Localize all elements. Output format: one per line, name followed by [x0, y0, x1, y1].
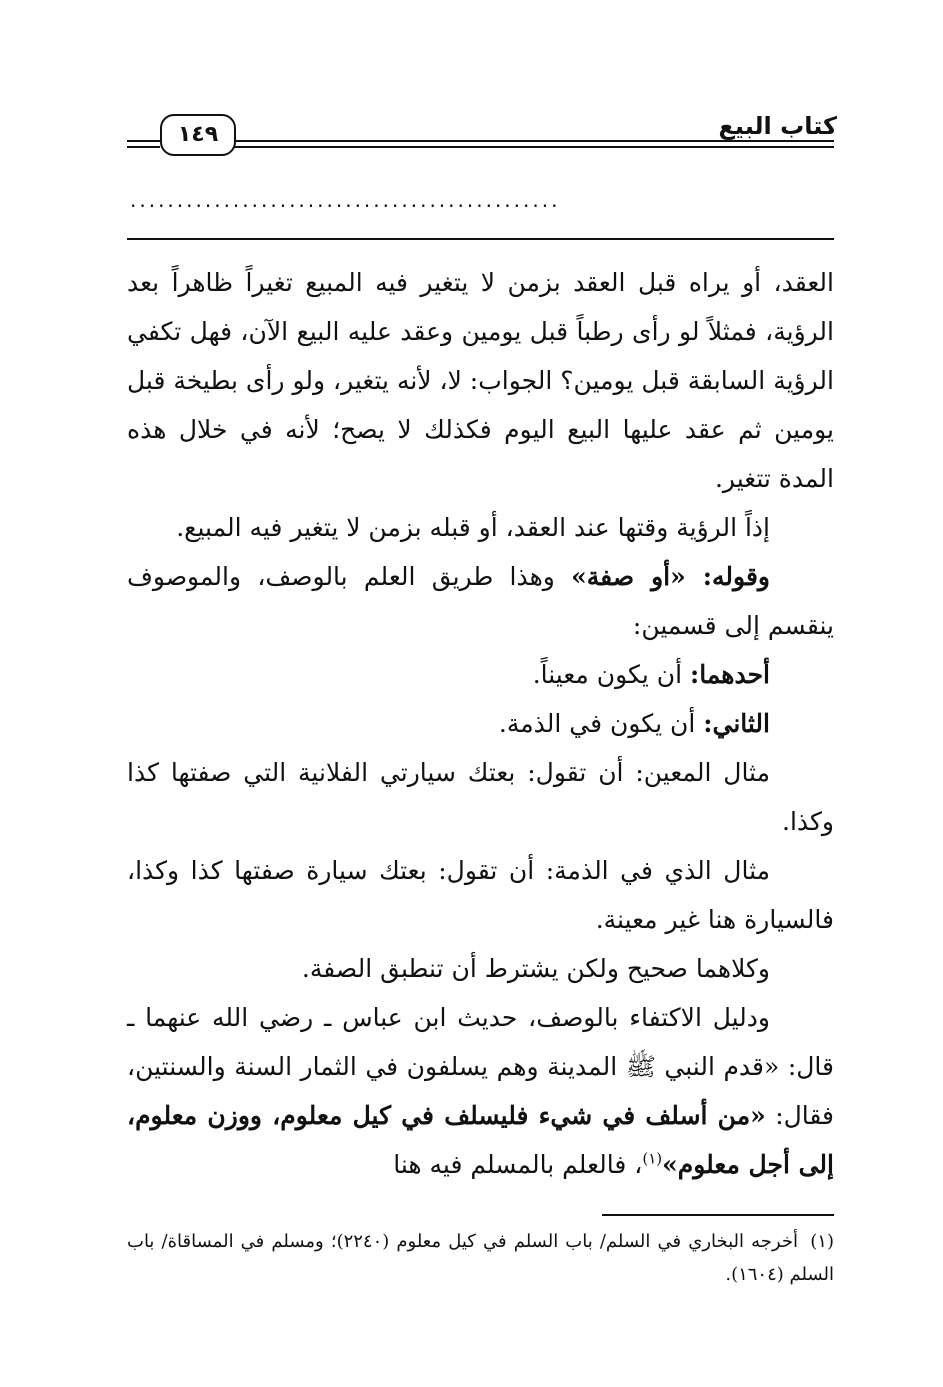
- paragraph-text: أن يكون معيناً.: [532, 660, 690, 689]
- footnote-reference[interactable]: (١): [642, 1149, 663, 1168]
- paragraph: [127, 993, 834, 1189]
- header-rule-right-top: [232, 140, 834, 142]
- paragraph: العقد، أو يراه قبل العقد بزمن لا يتغير فيه المبيع تغيراً ظاهراً بعد الرؤية، فمثلاً لو رأى رطباً قبل يومين وعقد عليه البيع الآن، فهل تكفي الرؤية السابقة قبل يومين؟ الجواب: لا، لأنه يتغير، ولو رأى بطيخة قبل يومين ثم عقد عليها البيع اليوم فكذلك لا يصح؛ لأنه في خلال هذه المدة تتغير.: [127, 268, 834, 493]
- running-header-title: كتاب البيع: [718, 112, 837, 140]
- list-label: الثاني:: [703, 709, 770, 738]
- paragraph-text: وهذا طريق العلم بالوصف، والموصوف ينقسم إلى قسمين:: [127, 562, 834, 640]
- paragraph-text: أن يكون في الذمة.: [498, 709, 704, 738]
- paragraph: [127, 699, 834, 748]
- paragraph-text: ، فالعلم بالمسلم فيه هنا: [393, 1150, 643, 1179]
- footnote-number: (١): [810, 1231, 834, 1252]
- body-text: [127, 258, 834, 1189]
- footnote-text: أخرجه البخاري في السلم/ باب السلم في كيل معلوم (٢٢٤٠)؛ ومسلم في المساقاة/ باب السلم (١٦٠٤).: [127, 1231, 834, 1285]
- paragraph-text: ودليل الاكتفاء بالوصف، حديث ابن عباس ـ رضي الله عنهما ـ قال: «قدم النبي ﷺ المدينة وهم يسلفون في الثمار السنة والسنتين، فقال:: [127, 1003, 834, 1130]
- header-rule-left-top: [127, 140, 160, 142]
- dotted-separator: ..............................................: [130, 188, 561, 212]
- header-rule-right-bottom: [232, 146, 834, 148]
- paragraph: إذاً الرؤية وقتها عند العقد، أو قبله بزمن لا يتغير فيه المبيع.: [176, 513, 770, 542]
- paragraph: [127, 650, 834, 699]
- paragraph: وكلاهما صحيح ولكن يشترط أن تنطبق الصفة.: [301, 954, 770, 983]
- paragraph: مثال المعين: أن تقول: بعتك سيارتي الفلانية التي صفتها كذا وكذا.: [127, 758, 834, 836]
- quoted-term: وقوله: «أو صفة»: [571, 562, 770, 591]
- text-top-rule: [127, 238, 834, 240]
- footnote: [127, 1225, 834, 1291]
- paragraph: مثال الذي في الذمة: أن تقول: بعتك سيارة صفتها كذا وكذا، فالسيارة هنا غير معينة.: [127, 856, 834, 934]
- list-label: أحدهما:: [689, 660, 770, 689]
- hadith-quote: «من أسلف في شيء فليسلف في كيل معلوم، ووزن معلوم، إلى أجل معلوم»: [127, 1101, 834, 1179]
- paragraph: [127, 552, 834, 650]
- page-number: ١٤٩: [160, 114, 236, 156]
- footnote-rule: [602, 1214, 834, 1216]
- header-rule-left-bottom: [127, 146, 160, 148]
